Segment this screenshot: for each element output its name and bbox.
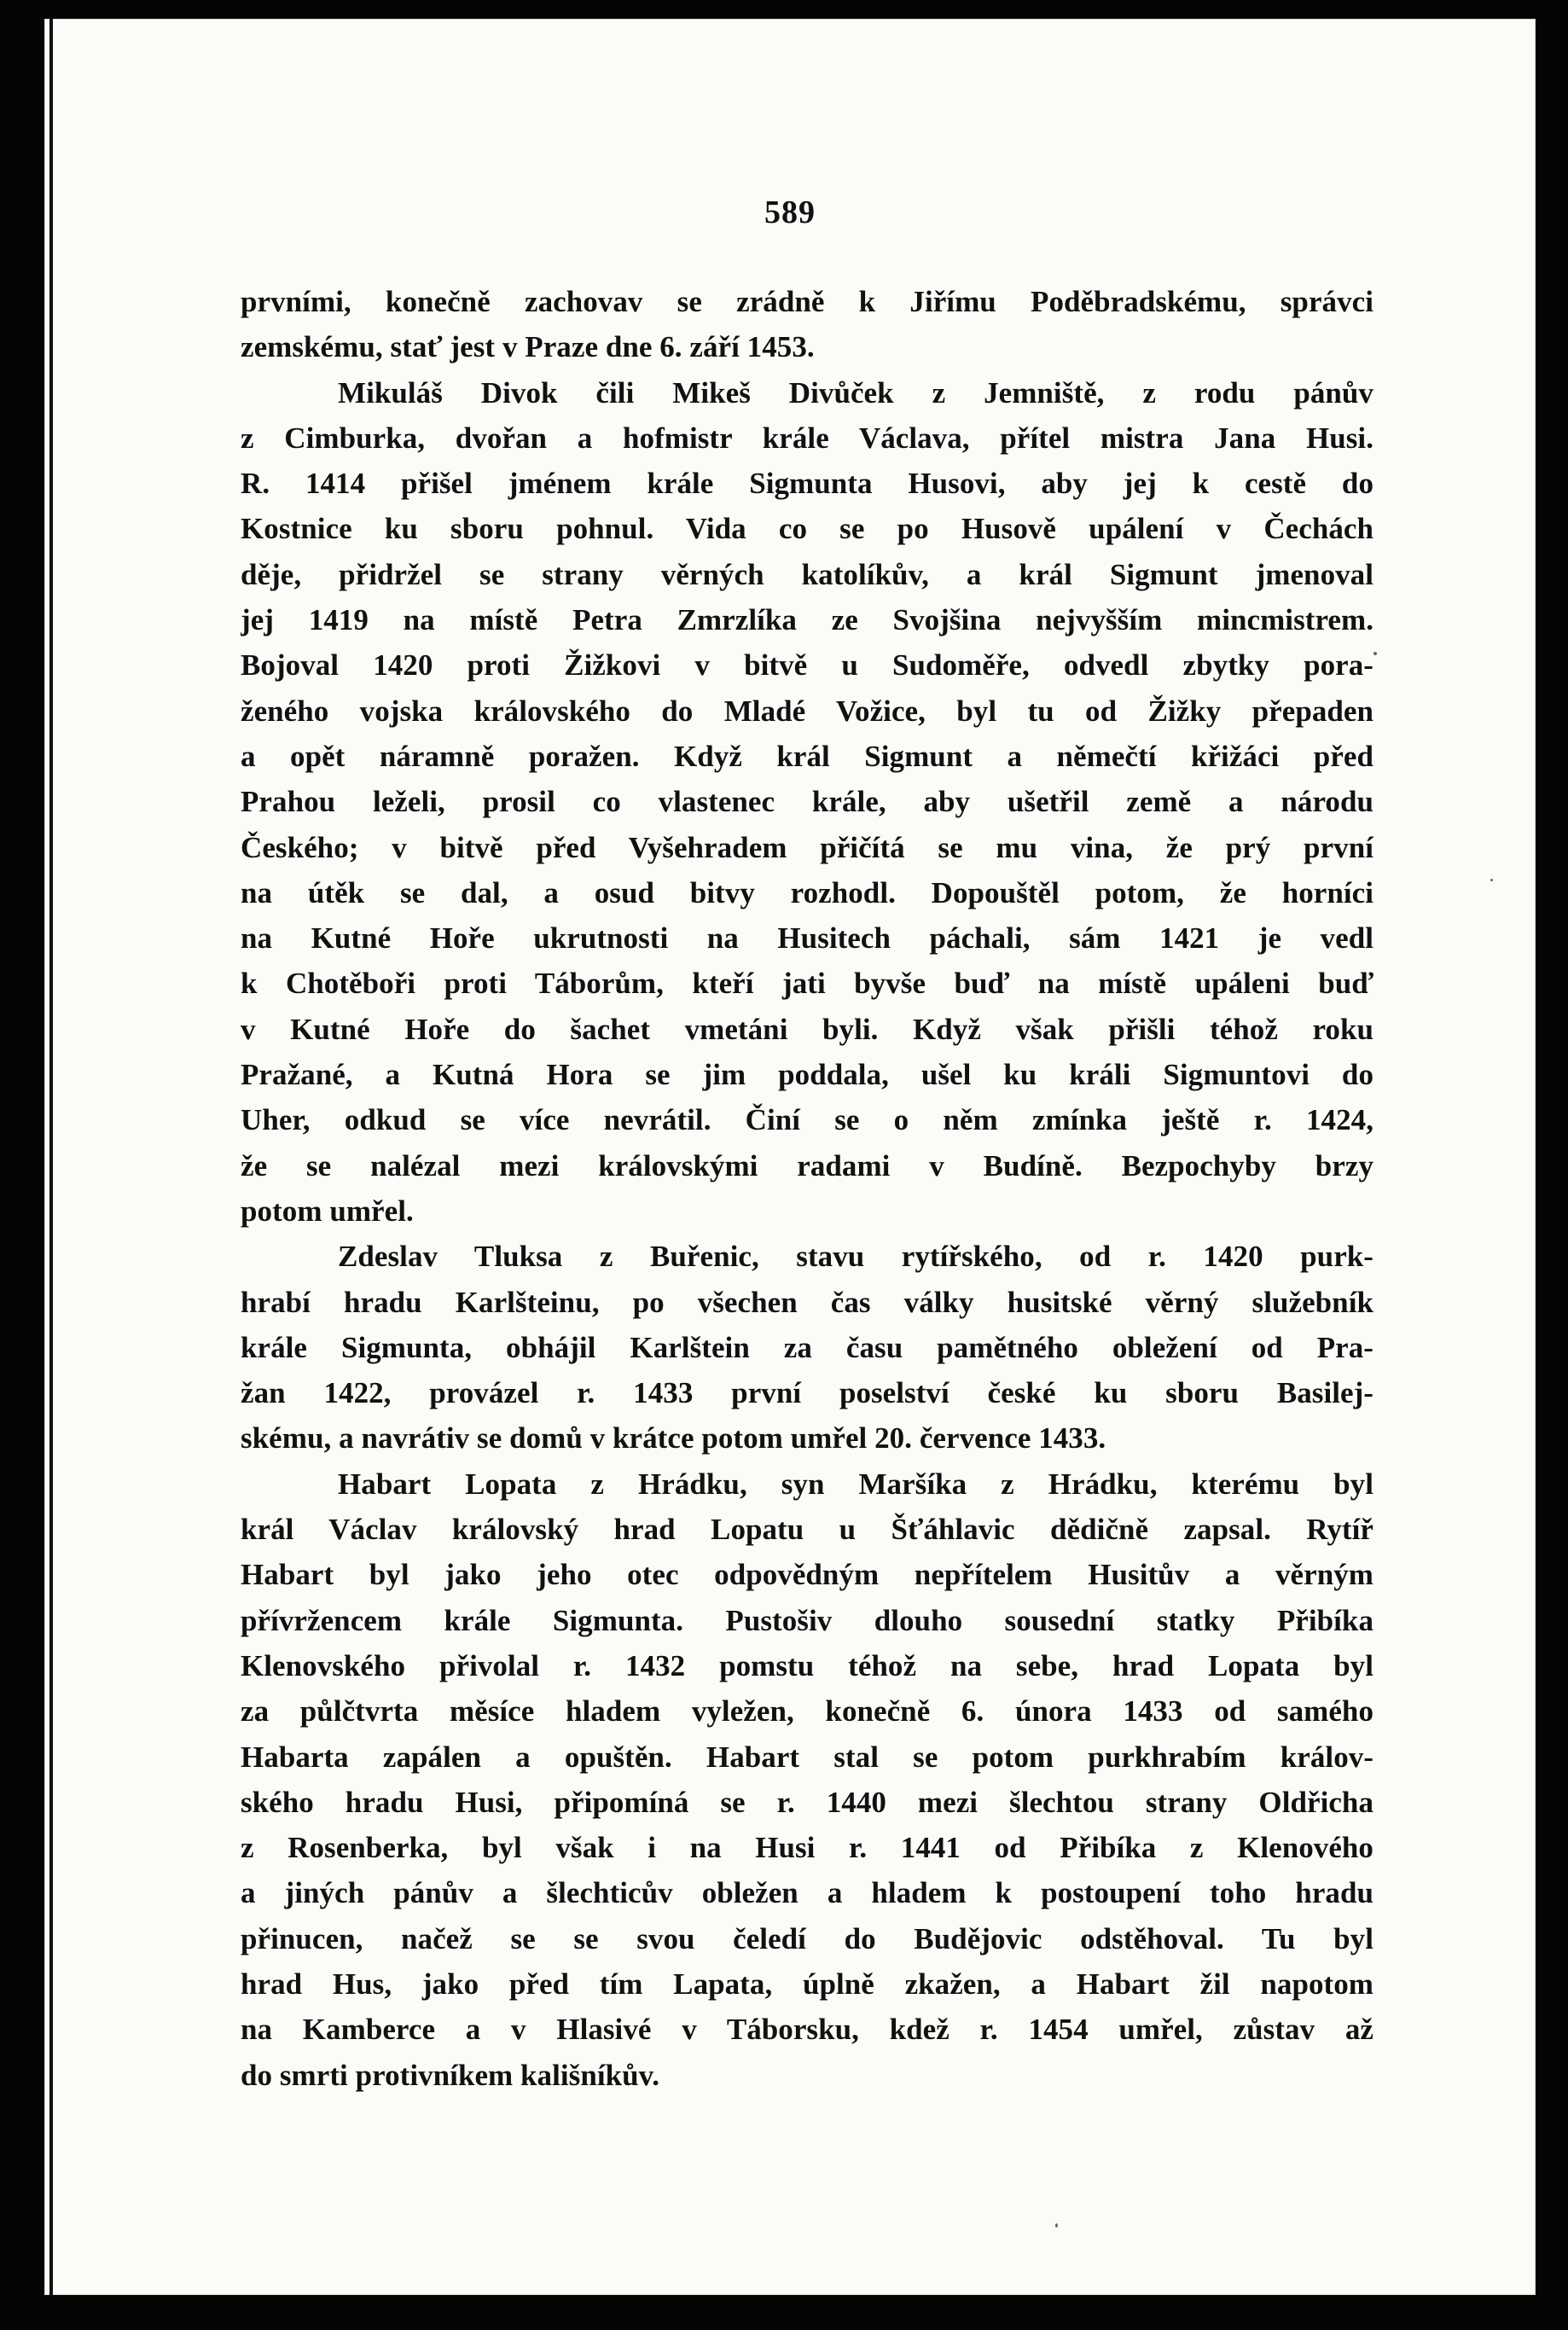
text-line: krále Sigmunta, obhájil Karlštein za času pamětného obležení od Pra- [241, 1330, 1373, 1364]
paragraph-zdeslav-tluksa [241, 1234, 1373, 1461]
text-line: Zdeslav Tluksa z Buřenic, stavu rytířského, od r. 1420 purk- [338, 1240, 1373, 1274]
text-line: na Kutné Hoře ukrutnosti na Husitech páchali, sám 1421 je vedl [241, 921, 1373, 956]
paragraph-habart-lopata [241, 1461, 1373, 2098]
paragraph-intro [241, 279, 1373, 370]
text-line: ského hradu Husi, připomíná se r. 1440 mezi šlechtou strany Oldřicha [241, 1785, 1373, 1819]
text-line: za půlčtvrta měsíce hladem vyležen, konečně 6. února 1433 od samého [241, 1694, 1373, 1729]
text-line: na Kamberce a v Hlasivé v Táborsku, kdež r. 1454 umřel, zůstav až [241, 2013, 1373, 2047]
text-line: Mikuláš Divok čili Mikeš Divůček z Jemniště, z rodu pánův [338, 375, 1373, 410]
text-line: Klenovského přivolal r. 1432 pomstu téhož na sebe, hrad Lopata byl [241, 1648, 1373, 1682]
text-line: hrad Hus, jako před tím Lapata, úplně zkažen, a Habart žil napotom [241, 1967, 1373, 2001]
text-line: Habart byl jako jeho otec odpovědným nepřítelem Husitův a věrným [241, 1558, 1373, 1592]
text-line: Habarta zapálen a opuštěn. Habart stal se potom purkhrabím králov- [241, 1740, 1373, 1774]
text-line: ženého vojska královského do Mladé Vožice, byl tu od Žižky přepaden [241, 694, 1373, 728]
text-line: skému, a navrátiv se domů v krátce potom umřel 20. července 1433. [241, 1421, 1106, 1456]
text-line: král Václav královský hrad Lopatu u Šťáhlavic dědičně zapsal. Rytíř [241, 1513, 1373, 1547]
page-text [241, 279, 1373, 2098]
text-line: přinucen, načež se se svou čeledí do Budějovic odstěhoval. Tu byl [241, 1921, 1373, 1955]
text-line: přívržencem krále Sigmunta. Pustošiv dlouho sousední statky Přibíka [241, 1603, 1373, 1637]
text-line: hrabí hradu Karlšteinu, po všechen čas války husitské věrný služebník [241, 1285, 1373, 1319]
text-line: jej 1419 na místě Petra Zmrzlíka ze Svojšina nejvyšším mincmistrem. [241, 603, 1373, 637]
text-line: z Rosenberka, byl však i na Husi r. 1441 od Přibíka z Klenového [241, 1831, 1373, 1865]
text-line: Prahou leželi, prosil co vlastenec krále, aby ušetřil země a národu [241, 785, 1373, 819]
text-line: a opět náramně poražen. Když král Sigmunt a němečtí křižáci před [241, 739, 1373, 773]
text-line: potom umřel. [241, 1194, 414, 1228]
scan-speck [1055, 2223, 1058, 2228]
text-line: Uher, odkud se více nevrátil. Činí se o něm zmínka ještě r. 1424, [241, 1103, 1373, 1137]
text-line: Českého; v bitvě před Vyšehradem přičítá se mu vina, že prý první [241, 830, 1373, 864]
text-line: a jiných pánův a šlechticův obležen a hladem k postoupení toho hradu [241, 1876, 1373, 1910]
text-line: v Kutné Hoře do šachet vmetáni byli. Když však přišli téhož roku [241, 1012, 1373, 1046]
text-line: k Chotěboři proti Táborům, kteří jati byvše buď na místě upáleni buď [241, 967, 1373, 1001]
text-line: Habart Lopata z Hrádku, syn Maršíka z Hrádku, kterému byl [338, 1467, 1373, 1501]
book-page [44, 19, 1536, 2295]
text-line: R. 1414 přišel jménem krále Sigmunta Husovi, aby jej k cestě do [241, 467, 1373, 501]
text-line: prvními, konečně zachovav se zrádně k Jiřímu Poděbradskému, správci [241, 285, 1373, 318]
paragraph-mikulas-divok [241, 370, 1373, 1235]
text-line: Bojoval 1420 proti Žižkovi v bitvě u Sudoměře, odvedl zbytky pora- [241, 648, 1373, 683]
text-line: děje, přidržel se strany věrných katolíkův, a král Sigmunt jmenoval [241, 557, 1373, 591]
scan-speck [1490, 879, 1493, 881]
text-line: na útěk se dal, a osud bitvy rozhodl. Dopouštěl potom, že horníci [241, 875, 1373, 909]
text-line: žan 1422, provázel r. 1433 první poselství české ku sboru Basilej- [241, 1376, 1373, 1410]
text-line: že se nalézal mezi královskými radami v Budíně. Bezpochyby brzy [241, 1148, 1373, 1182]
text-line: Pražané, a Kutná Hora se jim poddala, ušel ku králi Sigmuntovi do [241, 1058, 1373, 1092]
page-number: 589 [764, 195, 816, 230]
text-line: do smrti protivníkem kališníkův. [241, 2058, 660, 2092]
text-line: Kostnice ku sboru pohnul. Vida co se po Husově upálení v Čechách [241, 512, 1373, 546]
text-line: zemskému, stať jest v Praze dne 6. září 1453. [241, 330, 815, 364]
scan-speck [1373, 652, 1377, 655]
page-left-edge [49, 19, 53, 2295]
text-line: z Cimburka, dvořan a hofmistr krále Václava, přítel mistra Jana Husi. [241, 421, 1373, 455]
